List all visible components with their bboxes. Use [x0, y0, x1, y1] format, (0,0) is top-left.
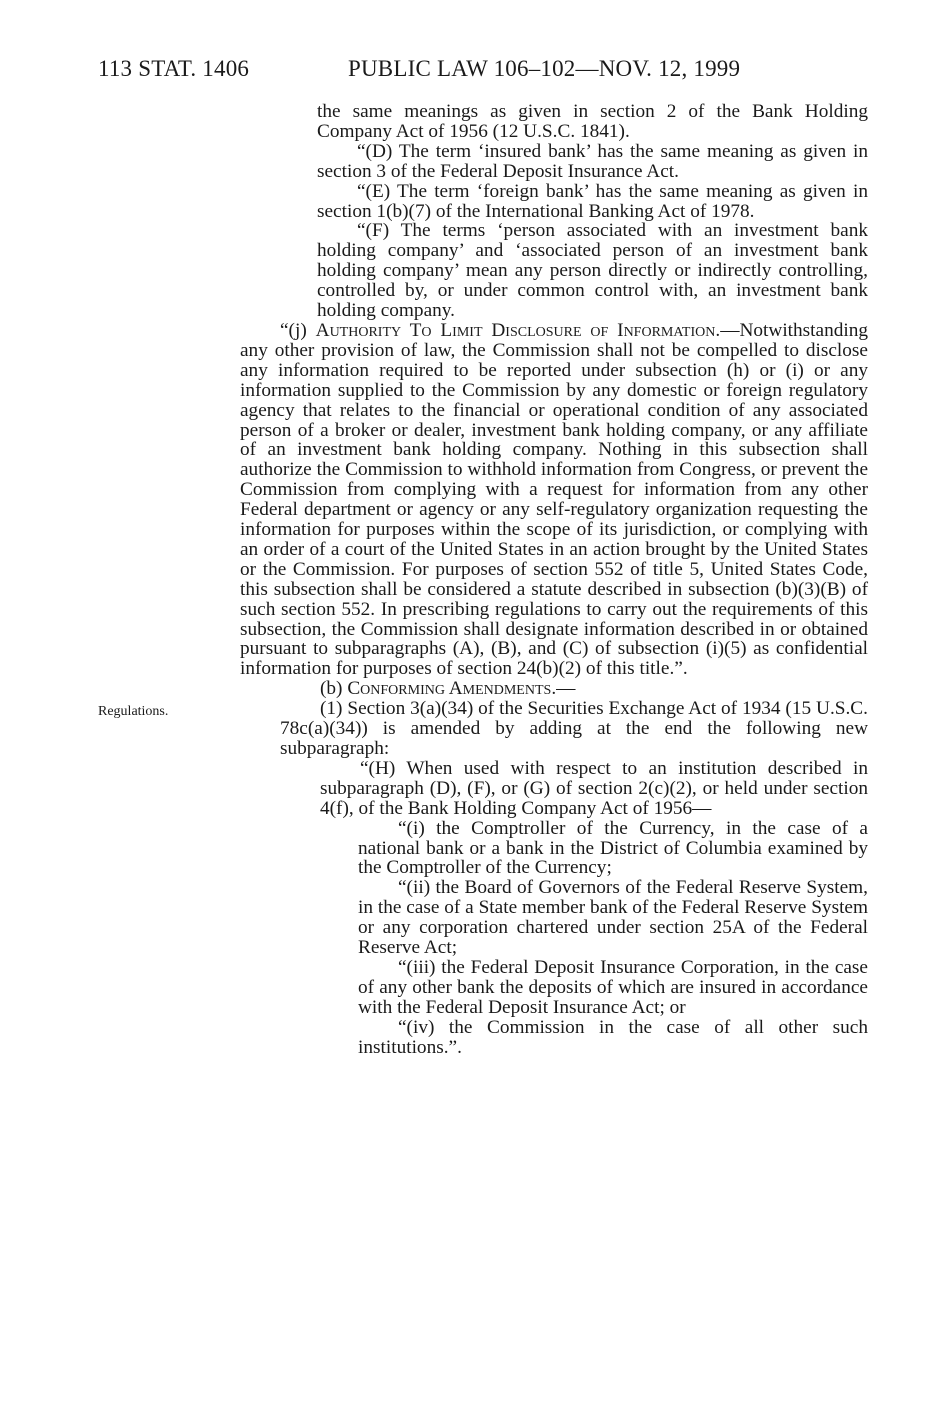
- paragraph-d: “(D) The term ‘insured bank’ has the same meaning as given in section 3 of the Federal Deposit Insurance Act.: [317, 140, 868, 182]
- paragraph-e: “(E) The term ‘foreign bank’ has the same meaning as given in section 1(b)(7) of the International Banking Act of 1978.: [317, 180, 868, 222]
- subsection-j-lead: “(j): [280, 319, 316, 341]
- subsection-b: [280, 679, 868, 699]
- stat-page-number: 113 STAT. 1406: [98, 56, 250, 81]
- law-citation: PUBLIC LAW 106–102—NOV. 12, 1999: [348, 56, 741, 81]
- subsection-b-tail: .—: [551, 678, 576, 700]
- paragraph-1: (1) Section 3(a)(34) of the Securities Exchange Act of 1934 (15 U.S.C. 78c(a)(34)) is amended by adding at the end the following new subparagraph:: [280, 698, 868, 759]
- subsection-j: [240, 321, 868, 679]
- subsection-b-lead: (b): [320, 678, 348, 700]
- subsection-b-heading: Conforming Amendments: [347, 678, 552, 700]
- subparagraph-h: “(H) When used with respect to an institution described in subparagraph (D), (F), or (G) of section 2(c)(2), or held under section 4(f), of the Bank Holding Company Act of 1956—: [320, 757, 868, 819]
- clause-ii: “(ii) the Board of Governors of the Federal Reserve System, in the case of a State member bank of the Federal Reserve System or any corporation chartered under section 25A of the Federal Reserve Act;: [358, 877, 868, 959]
- margin-note-regulations: Regulations.: [98, 704, 169, 719]
- subsection-j-text: .—Notwithstanding any other provision of law, the Commission shall not be compelled to disclose any information required to be reported under subsection (h) or (i) or any information supplied to the Commission by any domestic or foreign regulatory agency that relates to the financial or operational condition of any associated person of a broker or dealer, investment bank holding company, or any affiliate of an investment bank holding company. Nothing in this subsection shall authorize the Commission to withhold information from Congress, or prevent the Commission from complying with a request for information from any other Federal department or agency or any self-regulatory organization requesting the information for purposes within the scope of its jurisdiction, or complying with an order of a court of the United States in an action brought by the United States or the Commission. For purposes of section 552 of title 5, United States Code, this subsection shall be considered a statute described in subsection (b)(3)(B) of such section 552. In prescribing regulations to carry out the requirements of this subsection, the Commission shall designate information described in or obtained pursuant to subparagraphs (A), (B), and (C) of subsection (i)(5) as confidential information for purposes of section 24(b)(2) of this title.”.: [240, 319, 869, 680]
- clause-iii: “(iii) the Federal Deposit Insurance Corporation, in the case of any other bank the deposits of which are insured in accordance with the Federal Deposit Insurance Act; or: [358, 956, 868, 1018]
- paragraph-f: “(F) The terms ‘person associated with an investment bank holding company’ and ‘associated person of an investment bank holding company’ mean any person directly or indirectly controlling, controlled by, or under common control with, an investment bank holding company.: [317, 220, 868, 322]
- subsection-j-heading: Authority To Limit Disclosure of Information: [315, 319, 716, 341]
- paragraph-continuation: the same meanings as given in section 2 of the Bank Holding Company Act of 1956 (12 U.S.C. 1841).: [317, 101, 868, 142]
- clause-iv: “(iv) the Commission in the case of all other such institutions.”.: [358, 1016, 868, 1058]
- document-body: [240, 102, 868, 1058]
- clause-i: “(i) the Comptroller of the Currency, in the case of a national bank or a bank in the District of Columbia examined by the Comptroller of the Currency;: [358, 817, 868, 879]
